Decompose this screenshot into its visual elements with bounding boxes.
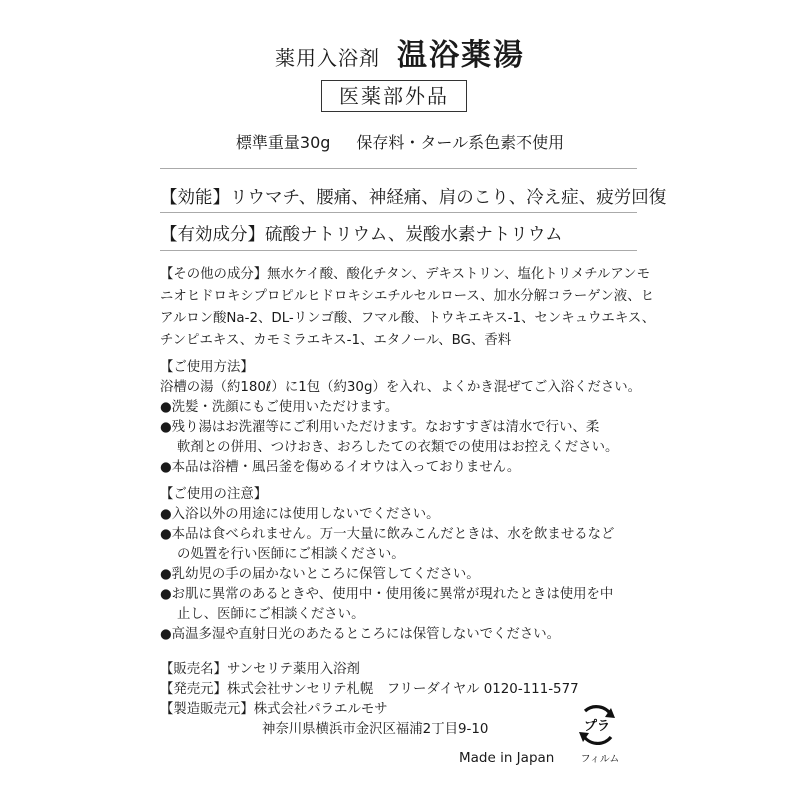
usage-line: ●洗髪・洗顔にもご使用いただけます。 <box>160 400 399 415</box>
caution-line: ●高温多湿や直射日光のあたるところには保管しないでください。 <box>160 627 561 642</box>
caution-line: の処置を行い医師にご相談ください。 <box>177 547 405 562</box>
product-category: 薬用入浴剤 <box>274 46 380 70</box>
caution-line: ●お肌に異常のあるときや、使用中・使用後に異常が現れたときは使用を中 <box>160 587 614 602</box>
usage-line: 軟剤との併用、つけおき、おろしたての衣類での使用はお控えください。 <box>177 440 619 455</box>
additive-free-note: 保存料・タール系色素不使用 <box>356 133 565 152</box>
product-title <box>0 30 800 74</box>
other-ingredients-line: アルロン酸Na-2、DL-リンゴ酸、フマル酸、トウキエキス-1、センキュウエキス、 <box>160 311 656 326</box>
country-of-origin: Made in Japan <box>459 750 555 766</box>
divider <box>160 250 637 251</box>
net-weight: 標準重量30g <box>235 133 331 152</box>
manufacturer-address: 神奈川県横浜市金沢区福浦2丁目9-10 <box>262 722 489 737</box>
active-ingredients-text: 【有効成分】硫酸ナトリウム、炭酸水素ナトリウム <box>160 225 563 245</box>
usage-line: 浴槽の湯（約180ℓ）に1包（約30g）を入れ、よくかき混ぜてご入浴ください。 <box>160 380 642 395</box>
usage-line: ●残り湯はお洗濯等にご利用いただけます。なおすすぎは清水で行い、柔 <box>160 420 600 435</box>
usage-heading: 【ご使用方法】 <box>160 360 254 375</box>
caution-line: 止し、医師にご相談ください。 <box>177 607 365 622</box>
recycle-arrows-icon <box>575 703 619 747</box>
other-ingredients-line: ニオヒドロキシプロピルヒドロキシエチルセルロース、加水分解コラーゲン液、ヒ <box>160 289 654 304</box>
recycle-caption: フィルム <box>580 754 620 765</box>
spec-line <box>0 130 800 153</box>
usage-line: ●本品は浴槽・風呂釜を傷めるイオウは入っておりません。 <box>160 460 521 475</box>
divider <box>160 212 637 213</box>
cautions-heading: 【ご使用の注意】 <box>160 487 268 502</box>
quasi-drug-badge: 医薬部外品 <box>321 80 467 112</box>
product-name: 温浴薬湯 <box>397 38 526 73</box>
distributor-info: 【発売元】株式会社サンセリテ札幌 フリーダイヤル 0120-111-577 <box>160 682 579 697</box>
other-ingredients-line: チンピエキス、カモミラエキス-1、エタノール、BG、香料 <box>160 333 512 348</box>
manufacturer-info: 【製造販売元】株式会社パラエルモサ <box>160 702 388 717</box>
caution-line: ●入浴以外の用途には使用しないでください。 <box>160 507 440 522</box>
caution-line: ●本品は食べられません。万一大量に飲みこんだときは、水を飲ませるなど <box>160 527 615 542</box>
seller-name: 【販売名】サンセリテ薬用入浴剤 <box>160 662 360 677</box>
effects-text: 【効能】リウマチ、腰痛、神経痛、肩のこり、冷え症、疲労回復 <box>160 188 667 208</box>
recycle-symbol-text: プラ <box>583 719 611 734</box>
plastic-recycle-icon <box>575 703 619 747</box>
other-ingredients-line: 【その他の成分】無水ケイ酸、酸化チタン、デキストリン、塩化トリメチルアンモ <box>160 267 650 282</box>
divider <box>160 168 637 169</box>
caution-line: ●乳幼児の手の届かないところに保管してください。 <box>160 567 480 582</box>
